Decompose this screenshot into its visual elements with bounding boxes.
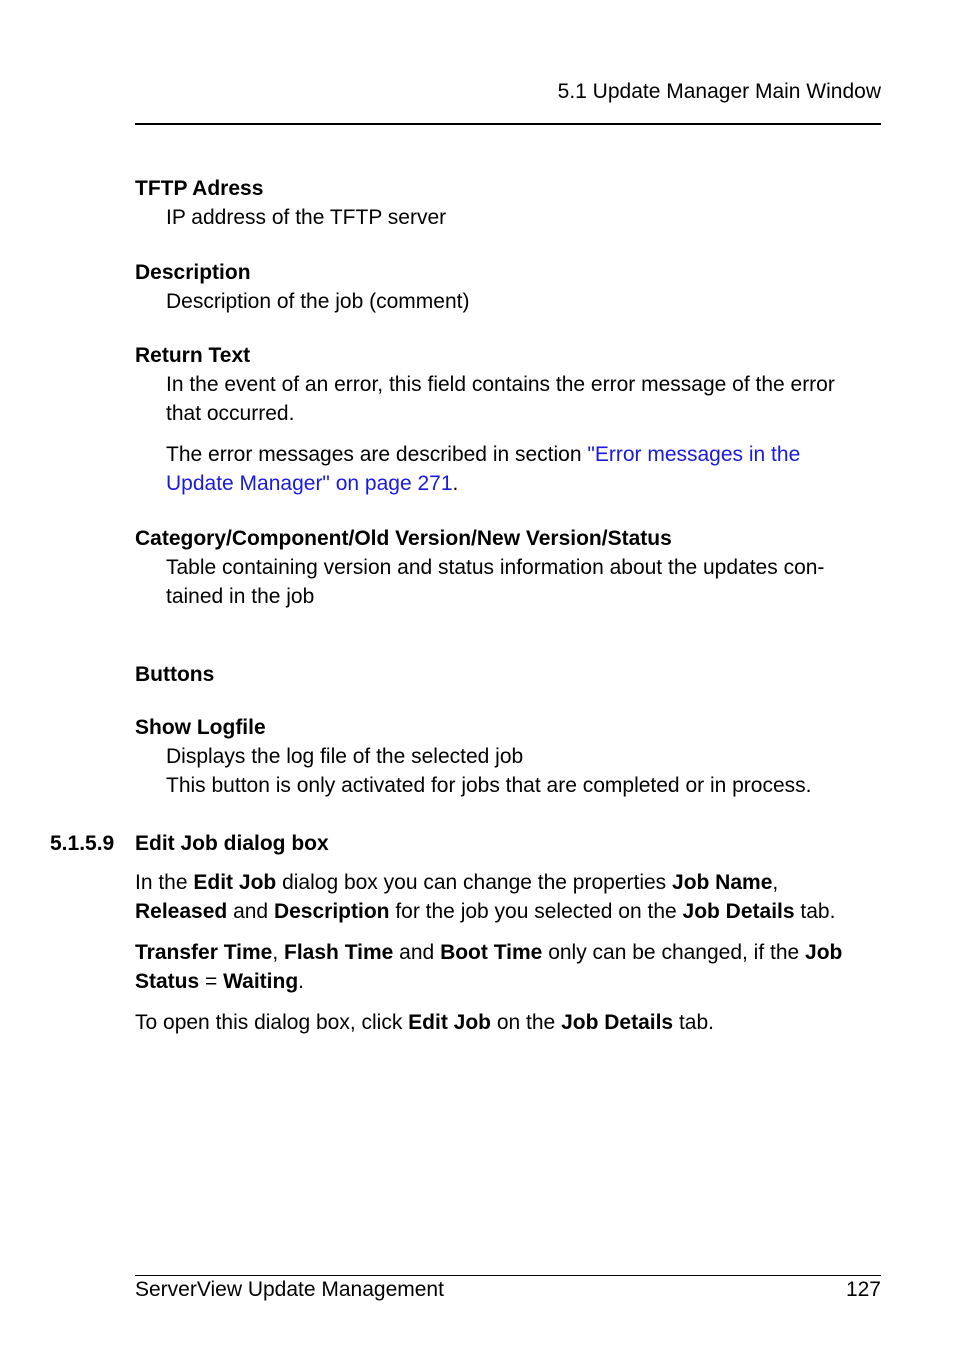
term-return-text: Return Text — [135, 344, 251, 367]
section-title: Edit Job dialog box — [135, 832, 329, 855]
footer-title: ServerView Update Management — [135, 1278, 444, 1301]
reference-prefix: The error messages are described in section — [166, 443, 588, 466]
reference-line2 — [166, 469, 866, 498]
text-run: In the — [135, 871, 194, 894]
error-messages-link[interactable]: "Error messages in the — [587, 443, 801, 466]
text-run: tab. — [673, 1011, 714, 1034]
term-tftp-adress: TFTP Adress — [135, 177, 264, 200]
desc-category-line2: tained in the job — [166, 585, 315, 608]
text-run: dialog box you can change the properties — [276, 871, 673, 894]
text-run: tab. — [794, 900, 836, 923]
section-number: 5.1.5.9 — [50, 832, 115, 855]
ui-term-edit-job: Edit Job — [408, 1011, 491, 1034]
ui-term-description: Description — [273, 900, 390, 923]
desc-description: Description of the job (comment) — [166, 290, 470, 313]
reference-suffix: . — [452, 472, 459, 495]
ui-term-job-details: Job Details — [682, 900, 795, 923]
term-category: Category/Component/Old Version/New Version/Status — [135, 527, 672, 550]
paragraph-2-line2 — [135, 967, 881, 996]
text-run: . — [298, 970, 305, 993]
paragraph-1-line2 — [135, 897, 881, 926]
text-run: on the — [491, 1011, 562, 1034]
term-description: Description — [135, 261, 251, 284]
paragraph-1-line1 — [135, 868, 881, 897]
text-run: for the job you selected on the — [389, 900, 683, 923]
text-run: and — [227, 900, 274, 923]
ui-term-flash-time: Flash Time — [284, 941, 394, 964]
text-run: and — [393, 941, 441, 964]
buttons-heading: Buttons — [135, 663, 215, 686]
desc-show-logfile-line2: This button is only activated for jobs that are completed or in process. — [166, 774, 812, 797]
ui-term-transfer-time: Transfer Time — [135, 941, 273, 964]
desc-return-text-line1: In the event of an error, this field contains the error message of the error — [166, 373, 835, 396]
text-run: = — [199, 970, 224, 993]
desc-tftp-adress: IP address of the TFTP server — [166, 206, 447, 229]
text-run: , — [272, 941, 285, 964]
ui-term-job-details: Job Details — [561, 1011, 674, 1034]
error-messages-link-continued[interactable]: Update Manager" on page 271 — [166, 472, 453, 495]
ui-term-waiting: Waiting — [223, 970, 299, 993]
text-run: To open this dialog box, click — [135, 1011, 409, 1034]
ui-term-boot-time: Boot Time — [440, 941, 543, 964]
ui-term-released: Released — [135, 900, 228, 923]
paragraph-3-line1 — [135, 1008, 881, 1037]
ui-term-job-name: Job Name — [672, 871, 773, 894]
paragraph-2-line1 — [135, 938, 881, 967]
ui-term-status: Status — [135, 970, 200, 993]
reference-line1 — [166, 440, 866, 469]
page-number: 127 — [845, 1278, 881, 1301]
running-title: 5.1 Update Manager Main Window — [557, 80, 881, 103]
header-divider — [135, 123, 881, 125]
ui-term-edit-job: Edit Job — [193, 871, 277, 894]
term-show-logfile: Show Logfile — [135, 716, 266, 739]
desc-return-text-line2: that occurred. — [166, 402, 295, 425]
text-run: , — [772, 871, 779, 894]
desc-show-logfile-line1: Displays the log file of the selected job — [166, 745, 524, 768]
text-run: only can be changed, if the — [542, 941, 806, 964]
desc-category-line1: Table containing version and status information about the updates con- — [166, 556, 825, 579]
ui-term-job: Job — [805, 941, 843, 964]
